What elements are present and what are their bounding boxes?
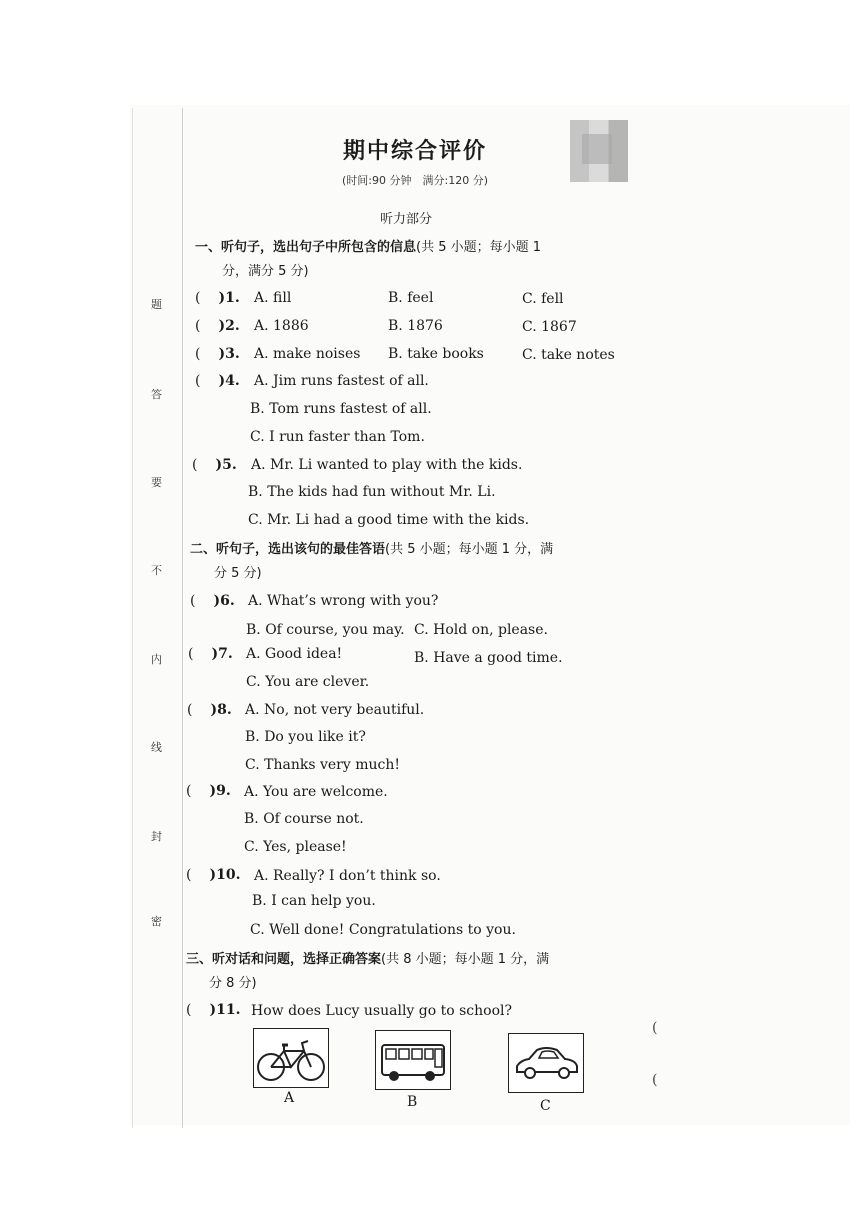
part2-title: 二、听句子，选出该句的最佳答语 bbox=[190, 542, 386, 557]
margin-char: 封 bbox=[151, 830, 162, 843]
question-number: )10. bbox=[209, 867, 241, 883]
question-2 bbox=[195, 318, 240, 334]
answer-paren[interactable]: ( bbox=[195, 290, 201, 306]
answer-paren[interactable]: ( bbox=[195, 318, 201, 334]
option-c: C. Hold on, please. bbox=[414, 622, 548, 638]
part3-title: 三、听对话和问题，选择正确答案 bbox=[186, 952, 382, 967]
part2-heading-cont bbox=[214, 560, 262, 587]
option-c: C. Thanks very much! bbox=[245, 757, 400, 773]
margin-char: 题 bbox=[151, 298, 162, 311]
option-b: B. Tom runs fastest of all. bbox=[250, 401, 432, 417]
part3-note: (共 8 小题；每小题 1 分，满 bbox=[381, 952, 550, 967]
option-b: B. feel bbox=[388, 290, 434, 306]
edge-paren: ( bbox=[652, 1020, 658, 1036]
question-number: )4. bbox=[218, 373, 240, 389]
exam-time-score: (时间:90 分钟 满分:120 分) bbox=[342, 174, 488, 187]
margin-char: 线 bbox=[151, 741, 162, 754]
option-b: B. I can help you. bbox=[252, 893, 376, 909]
part1-heading-cont bbox=[222, 258, 309, 285]
part3-heading-cont bbox=[209, 970, 257, 997]
edge-paren: ( bbox=[652, 1072, 658, 1088]
question-number: )8. bbox=[210, 702, 232, 718]
question-3 bbox=[195, 346, 240, 362]
answer-paren[interactable]: ( bbox=[188, 646, 194, 662]
margin-char: 密 bbox=[151, 915, 162, 928]
option-b: B. Of course, you may. bbox=[246, 622, 405, 638]
part1-title: 一、听句子，选出句子中所包含的信息 bbox=[195, 240, 417, 255]
answer-paren[interactable]: ( bbox=[195, 373, 201, 389]
question-number: )3. bbox=[218, 346, 240, 362]
question-4 bbox=[195, 373, 240, 389]
option-c: C. fell bbox=[522, 291, 564, 307]
option-b: B. Of course not. bbox=[244, 811, 364, 827]
qr-code-icon bbox=[570, 120, 628, 182]
part3-heading bbox=[186, 946, 549, 973]
option-c: C. Mr. Li had a good time with the kids. bbox=[248, 512, 530, 528]
option-c: C. Yes, please! bbox=[244, 839, 347, 855]
question-6 bbox=[190, 593, 235, 609]
question-5 bbox=[192, 457, 237, 473]
question-number: )6. bbox=[213, 593, 235, 609]
question-number: )7. bbox=[211, 646, 233, 662]
answer-paren[interactable]: ( bbox=[190, 593, 196, 609]
answer-paren[interactable]: ( bbox=[186, 867, 192, 883]
option-a: A. Mr. Li wanted to play with the kids. bbox=[251, 457, 523, 473]
margin-char: 答 bbox=[151, 388, 162, 401]
answer-paren[interactable]: ( bbox=[186, 783, 192, 799]
bicycle-icon[interactable] bbox=[253, 1028, 329, 1088]
option-a: A. make noises bbox=[254, 346, 361, 362]
option-c: C. take notes bbox=[522, 347, 615, 363]
question-9 bbox=[186, 783, 231, 799]
binding-edge bbox=[132, 108, 133, 1128]
seal-line bbox=[182, 108, 183, 1128]
question-number: )9. bbox=[209, 783, 231, 799]
option-a: A. Jim runs fastest of all. bbox=[254, 373, 429, 389]
option-b: B. take books bbox=[388, 346, 484, 362]
part3-note-cont: 分 8 分) bbox=[209, 976, 257, 991]
option-a: A. Good idea! bbox=[246, 646, 343, 662]
car-icon[interactable] bbox=[508, 1033, 584, 1093]
option-c: C. Well done! Congratulations to you. bbox=[250, 922, 516, 938]
option-a: A. What’s wrong with you? bbox=[248, 593, 439, 609]
margin-char: 不 bbox=[151, 564, 162, 577]
question-11 bbox=[186, 1002, 240, 1018]
option-c: C. I run faster than Tom. bbox=[250, 429, 425, 445]
option-c: C. 1867 bbox=[522, 319, 577, 335]
part2-heading bbox=[190, 536, 553, 563]
part1-note: (共 5 小题；每小题 1 bbox=[416, 240, 542, 255]
answer-paren[interactable]: ( bbox=[187, 702, 193, 718]
answer-paren[interactable]: ( bbox=[195, 346, 201, 362]
part1-heading bbox=[195, 234, 541, 261]
option-b: B. The kids had fun without Mr. Li. bbox=[248, 484, 496, 500]
answer-paren[interactable]: ( bbox=[186, 1002, 192, 1018]
page-title: 期中综合评价 bbox=[342, 139, 487, 164]
option-a: A. 1886 bbox=[254, 318, 309, 334]
question-number: )1. bbox=[218, 290, 240, 306]
option-a: A. No, not very beautiful. bbox=[245, 702, 425, 718]
question-7 bbox=[188, 646, 233, 662]
question-1 bbox=[195, 290, 240, 306]
margin-char: 要 bbox=[151, 476, 162, 489]
option-b: B. Do you like it? bbox=[245, 729, 366, 745]
part1-note-cont: 分，满分 5 分) bbox=[222, 264, 309, 279]
option-a: A. fill bbox=[254, 290, 292, 306]
option-b: B. Have a good time. bbox=[414, 650, 563, 666]
bus-icon[interactable] bbox=[375, 1030, 451, 1090]
part2-note-cont: 分 5 分) bbox=[214, 566, 262, 581]
section-heading: 听力部分 bbox=[380, 212, 433, 227]
question-10 bbox=[186, 867, 240, 883]
question-number: )11. bbox=[209, 1002, 241, 1018]
answer-paren[interactable]: ( bbox=[192, 457, 198, 473]
picture-label-b: B bbox=[407, 1094, 418, 1110]
picture-label-a: A bbox=[284, 1090, 295, 1106]
option-a: A. You are welcome. bbox=[244, 784, 388, 800]
margin-char: 内 bbox=[151, 653, 162, 666]
question-text: How does Lucy usually go to school? bbox=[251, 1003, 513, 1019]
option-b: B. 1876 bbox=[388, 318, 443, 334]
question-8 bbox=[187, 702, 232, 718]
option-a: A. Really? I don’t think so. bbox=[254, 868, 441, 884]
picture-label-c: C bbox=[540, 1098, 551, 1114]
question-number: )5. bbox=[215, 457, 237, 473]
part2-note: (共 5 小题；每小题 1 分，满 bbox=[385, 542, 554, 557]
option-c: C. You are clever. bbox=[246, 674, 370, 690]
question-number: )2. bbox=[218, 318, 240, 334]
